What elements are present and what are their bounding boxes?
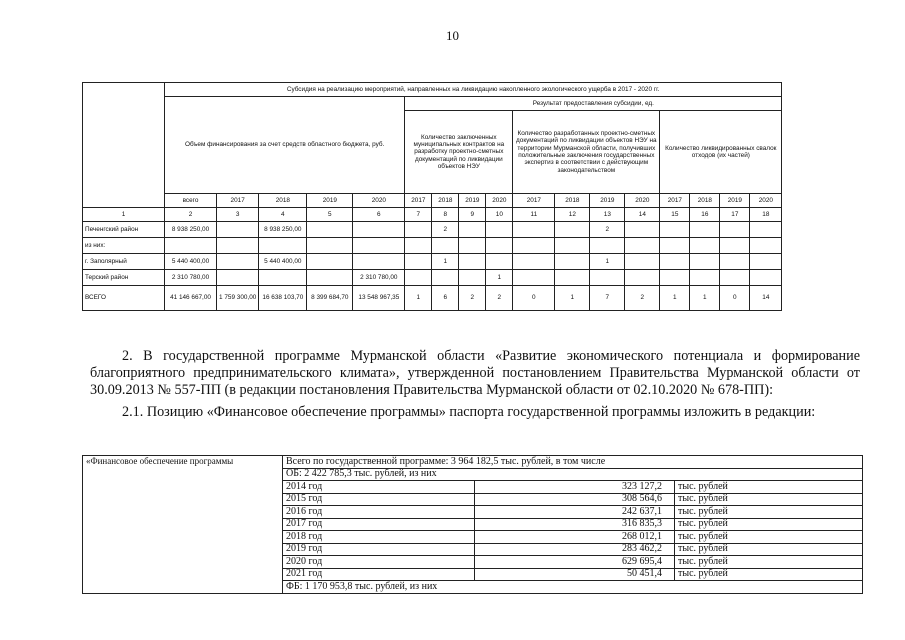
total-cell: 41 146 667,00 <box>165 286 217 311</box>
table-cell <box>259 238 307 254</box>
year-header: 2020 <box>750 194 782 208</box>
row-name: г. Заполярный <box>83 254 165 270</box>
financing-value: 242 637,1 <box>475 506 675 519</box>
column-number: 3 <box>217 208 259 222</box>
table-cell <box>432 270 459 286</box>
table-cell <box>720 270 750 286</box>
year-header: 2017 <box>217 194 259 208</box>
paragraph-2-1-text: 2.1. Позицию «Финансовое обеспечение программы» паспорта государственной программы изложить в редакции: <box>122 404 816 420</box>
financing-value: 268 012,1 <box>475 531 675 544</box>
financing-unit: тыс. рублей <box>675 518 863 531</box>
year-header: 2020 <box>486 194 513 208</box>
year-header: 2018 <box>432 194 459 208</box>
total-cell: 6 <box>432 286 459 311</box>
table-cell <box>750 238 782 254</box>
header-docs: Количество разработанных проектно-сметных документаций по ликвидации объектов НЭУ на территории Мурманской области, получивших положительные заключения государственных экспертиз в соответствии с действующим законодательством <box>513 111 660 194</box>
table-cell <box>486 238 513 254</box>
year-header: 2017 <box>405 194 432 208</box>
total-cell: 7 <box>590 286 625 311</box>
financing-unit: тыс. рублей <box>675 568 863 581</box>
page-number: 10 <box>446 28 459 43</box>
subheader-total: всего <box>165 194 217 208</box>
table-cell <box>660 222 690 238</box>
table-cell <box>720 222 750 238</box>
total-cell: 8 399 684,70 <box>307 286 353 311</box>
table-row <box>83 270 782 286</box>
column-number: 9 <box>459 208 486 222</box>
financing-value: 323 127,2 <box>475 481 675 494</box>
financing-value: 316 835,3 <box>475 518 675 531</box>
table-cell: 2 310 780,00 <box>165 270 217 286</box>
header-contracts: Количество заключенных муниципальных контрактов на разработку проектно-сметных документаций по ликвидации объектов НЭУ <box>405 111 513 194</box>
row-name: из них: <box>83 238 165 254</box>
table-cell <box>432 238 459 254</box>
table-cell <box>690 270 720 286</box>
financing-total: Всего по государственной программе: 3 964 182,5 тыс. рублей, в том числе <box>283 456 863 469</box>
table-cell <box>625 238 660 254</box>
column-number: 5 <box>307 208 353 222</box>
total-cell: 0 <box>513 286 555 311</box>
table-cell <box>625 270 660 286</box>
table-cell <box>625 254 660 270</box>
table-cell <box>555 270 590 286</box>
year-header: 2020 <box>353 194 405 208</box>
total-cell: 2 <box>625 286 660 311</box>
table-cell: 5 440 400,00 <box>259 254 307 270</box>
header-result: Результат предоставления субсидии, ед. <box>405 97 782 111</box>
table-cell <box>513 222 555 238</box>
paragraph-2-text: 2. В государственной программе Мурманской области «Развитие экономического потенциала и формирование благоприятного предпринимательского климата», утвержденной постановлением Правительства Мурманской области от 30.09.2013 № 557-ПП (в редакции постановления Правительства Мурманской области от 02.10.2020 № 678-ПП): <box>90 348 860 398</box>
table-row <box>83 238 782 254</box>
table-cell <box>513 270 555 286</box>
column-number: 2 <box>165 208 217 222</box>
year-header: 2017 <box>660 194 690 208</box>
total-cell: 13 548 967,35 <box>353 286 405 311</box>
table-cell <box>353 222 405 238</box>
financing-unit: тыс. рублей <box>675 481 863 494</box>
table-cell <box>459 222 486 238</box>
table-cell <box>513 254 555 270</box>
row-name: Терский район <box>83 270 165 286</box>
financing-fb: ФБ: 1 170 953,8 тыс. рублей, из них <box>283 581 863 594</box>
total-cell: 2 <box>486 286 513 311</box>
table-cell <box>690 254 720 270</box>
total-cell: 14 <box>750 286 782 311</box>
header-main: Субсидия на реализацию мероприятий, направленных на ликвидацию накопленного экологического ущерба в 2017 - 2020 гг. <box>165 83 782 97</box>
table-cell <box>405 222 432 238</box>
table-cell <box>486 222 513 238</box>
table-cell <box>590 238 625 254</box>
table-cell <box>690 238 720 254</box>
table-cell <box>625 222 660 238</box>
column-number-row <box>83 208 782 222</box>
table-cell <box>353 238 405 254</box>
total-cell: 1 <box>405 286 432 311</box>
financing-unit: тыс. рублей <box>675 493 863 506</box>
financing-value: 50 451,4 <box>475 568 675 581</box>
table-cell: 1 <box>590 254 625 270</box>
column-number: 1 <box>83 208 165 222</box>
table-cell <box>750 222 782 238</box>
table-cell: 5 440 400,00 <box>165 254 217 270</box>
table-cell <box>459 270 486 286</box>
year-header: 2018 <box>259 194 307 208</box>
column-number: 15 <box>660 208 690 222</box>
financing-year: 2017 год <box>283 518 475 531</box>
table-cell <box>259 270 307 286</box>
table-cell <box>720 238 750 254</box>
table-cell <box>750 270 782 286</box>
total-cell: 1 <box>660 286 690 311</box>
table-cell <box>405 270 432 286</box>
column-number: 4 <box>259 208 307 222</box>
total-cell: 16 638 103,70 <box>259 286 307 311</box>
year-header: 2019 <box>459 194 486 208</box>
table-cell <box>690 222 720 238</box>
year-header: 2019 <box>720 194 750 208</box>
financing-value: 308 564,6 <box>475 493 675 506</box>
financing-value: 629 695,4 <box>475 556 675 569</box>
table-cell <box>720 254 750 270</box>
table-cell <box>307 222 353 238</box>
column-number: 10 <box>486 208 513 222</box>
table-cell <box>660 238 690 254</box>
table-cell: 2 <box>590 222 625 238</box>
column-number: 16 <box>690 208 720 222</box>
column-number: 17 <box>720 208 750 222</box>
table-cell: 1 <box>432 254 459 270</box>
table-cell <box>353 254 405 270</box>
financing-label: «Финансовое обеспечение программы <box>83 456 283 594</box>
financing-unit: тыс. рублей <box>675 556 863 569</box>
column-number: 18 <box>750 208 782 222</box>
financing-year: 2016 год <box>283 506 475 519</box>
table-cell <box>307 238 353 254</box>
column-number: 12 <box>555 208 590 222</box>
total-cell: 0 <box>720 286 750 311</box>
table-cell <box>486 254 513 270</box>
table-cell: 2 310 780,00 <box>353 270 405 286</box>
financing-unit: тыс. рублей <box>675 506 863 519</box>
table-cell <box>405 238 432 254</box>
year-header: 2018 <box>555 194 590 208</box>
financing-table <box>82 455 863 594</box>
financing-unit: тыс. рублей <box>675 531 863 544</box>
financing-year: 2018 год <box>283 531 475 544</box>
financing-year: 2015 год <box>283 493 475 506</box>
table-cell <box>513 238 555 254</box>
year-header: 2017 <box>513 194 555 208</box>
table-row <box>83 222 782 238</box>
table-cell <box>217 238 259 254</box>
financing-unit: тыс. рублей <box>675 543 863 556</box>
table-cell: 2 <box>432 222 459 238</box>
table-cell <box>165 238 217 254</box>
year-header: 2019 <box>307 194 353 208</box>
year-header: 2018 <box>690 194 720 208</box>
financing-year: 2014 год <box>283 481 475 494</box>
table-cell: 8 938 250,00 <box>165 222 217 238</box>
table-cell <box>750 254 782 270</box>
total-cell: 1 759 300,00 <box>217 286 259 311</box>
subsidy-table <box>82 82 782 311</box>
column-number: 13 <box>590 208 625 222</box>
total-row <box>83 286 782 311</box>
paragraph-2 <box>90 348 860 399</box>
table-cell <box>555 222 590 238</box>
column-number: 7 <box>405 208 432 222</box>
table-cell: 8 938 250,00 <box>259 222 307 238</box>
year-header: 2020 <box>625 194 660 208</box>
financing-year: 2019 год <box>283 543 475 556</box>
financing-year: 2020 год <box>283 556 475 569</box>
column-number: 6 <box>353 208 405 222</box>
table-cell <box>459 238 486 254</box>
financing-value: 283 462,2 <box>475 543 675 556</box>
table-cell <box>405 254 432 270</box>
table-cell <box>660 270 690 286</box>
table-cell <box>459 254 486 270</box>
column-number: 14 <box>625 208 660 222</box>
financing-ob: ОБ: 2 422 785,3 тыс. рублей, из них <box>283 468 863 481</box>
table-cell <box>217 270 259 286</box>
financing-year: 2021 год <box>283 568 475 581</box>
table-row <box>83 254 782 270</box>
column-number: 8 <box>432 208 459 222</box>
table-cell <box>555 238 590 254</box>
table-cell <box>217 254 259 270</box>
table-cell <box>555 254 590 270</box>
table-cell <box>590 270 625 286</box>
table-cell <box>660 254 690 270</box>
year-header: 2019 <box>590 194 625 208</box>
total-cell: 1 <box>555 286 590 311</box>
total-label: ВСЕГО <box>83 286 165 311</box>
total-cell: 1 <box>690 286 720 311</box>
header-volume: Объем финансирования за счет средств областного бюджета, руб. <box>165 97 405 194</box>
table-cell <box>307 254 353 270</box>
header-dumps: Количество ликвидированных свалок отходов (их частей) <box>660 111 782 194</box>
table-cell: 1 <box>486 270 513 286</box>
row-name: Печенгский район <box>83 222 165 238</box>
total-cell: 2 <box>459 286 486 311</box>
column-number: 11 <box>513 208 555 222</box>
corner-cell <box>83 83 165 208</box>
table-cell <box>217 222 259 238</box>
paragraph-2-1 <box>90 404 860 421</box>
table-cell <box>307 270 353 286</box>
